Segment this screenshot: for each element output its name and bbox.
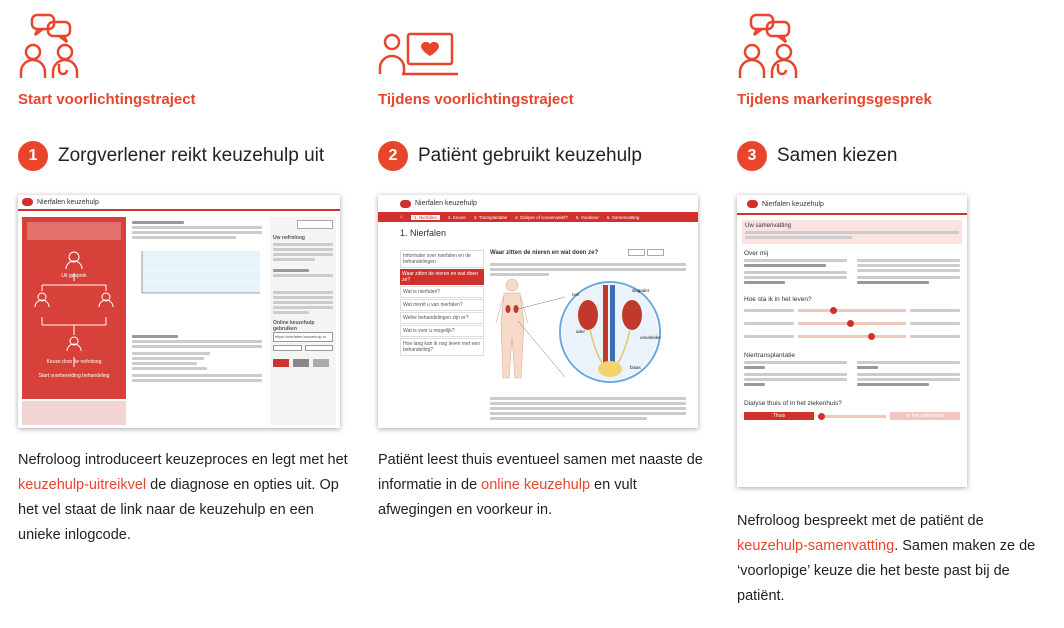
highlight-samenvatting: keuzehulp-samenvatting	[737, 538, 895, 554]
transplant-answers	[744, 359, 960, 388]
kidney-logo-icon	[747, 200, 758, 208]
handout-sheet-thumbnail	[18, 195, 340, 428]
step-column-2	[378, 0, 713, 628]
thumb-brand: Nierfalen keuzehulp	[415, 200, 477, 207]
step-description	[378, 448, 713, 523]
section-menu	[400, 250, 484, 356]
section-levensstijl: Hoe sta ik in het leven?	[744, 296, 812, 303]
label-nier: nier	[572, 292, 580, 297]
label-urineleider: urineleider	[640, 335, 662, 340]
step-heading	[737, 141, 897, 171]
thumb-header	[18, 195, 340, 209]
description-text: Nefroloog bespreekt met de patiënt de	[737, 513, 984, 529]
summary-thumbnail	[737, 195, 967, 487]
description-text: Nefroloog introduceert keuzeproces en legt met het	[18, 452, 348, 468]
menu-item[interactable]: Wat is voor u mogelijk?	[400, 325, 484, 337]
label-slagader: slagader	[632, 288, 650, 293]
online-keuzehulp-thumbnail	[378, 195, 698, 428]
about-me-answers	[744, 257, 960, 286]
tab-keuze[interactable]: 2. Keuze	[448, 214, 466, 220]
step-description	[18, 448, 353, 548]
step-label: Patiënt gebruikt keuzehulp	[418, 145, 642, 166]
kidney-logo-icon	[22, 198, 33, 206]
label-blaas: blaas	[630, 365, 641, 370]
thumb-header	[737, 195, 967, 213]
section-dialyse: Dialyse thuis of in het ziekenhuis?	[744, 400, 842, 407]
step-heading	[18, 141, 324, 171]
summary-title: Uw samenvatting	[745, 223, 792, 229]
life-slider-2	[744, 320, 960, 327]
tab-bar	[378, 212, 698, 222]
step-description	[737, 509, 1057, 609]
summary-box	[742, 220, 962, 244]
life-slider-3	[744, 333, 960, 340]
highlight-online-keuzehulp: online keuzehulp	[481, 477, 591, 493]
edit-button[interactable]	[628, 249, 645, 256]
thumb-divider	[737, 213, 967, 215]
menu-item[interactable]: Hoe lang kan ik nog leven met een behandeling?	[400, 338, 484, 356]
button-ziekenhuis[interactable]: In het ziekenhuis	[890, 412, 960, 420]
article-body	[490, 395, 686, 422]
step-heading	[378, 141, 642, 171]
flow-step-3: Start voorbereiding behandeling	[38, 373, 110, 379]
stage-title: Tijdens markeringsgesprek	[737, 91, 932, 108]
step-column-1	[18, 0, 353, 628]
thumb-brand: Nierfalen keuzehulp	[37, 198, 99, 206]
dialysis-choice	[744, 412, 960, 420]
tab-nierfalen[interactable]: 1. Nierfalen	[411, 215, 440, 220]
tab-transplantatie[interactable]: 3. Transplantatie	[473, 214, 508, 220]
step-column-3	[737, 0, 1057, 628]
menu-item[interactable]: Informatie over nierfalen en de behandelingen	[400, 250, 484, 268]
thumb-brand: Nierfalen keuzehulp	[762, 200, 824, 208]
description-text: Patiënt leest thuis eventueel samen met naaste de informatie in de	[378, 452, 703, 493]
article-title: Waar zitten de nieren en wat doen ze?	[490, 250, 599, 256]
description-text-end: . Samen maken ze de ‘voorlopige’ keuze die het beste past bij de patiënt.	[737, 538, 1036, 604]
sidebar-nefroloog-title: Uw nefroloog	[273, 235, 305, 241]
stage-title: Start voorlichtingstraject	[18, 91, 196, 108]
kidney-logo-icon	[400, 200, 411, 208]
step-label: Zorgverlener reikt keuzehulp uit	[58, 145, 325, 166]
print-button[interactable]	[647, 249, 664, 256]
flow-step-2: Keuze door de nefroloog	[46, 359, 102, 365]
two-people-talking-icon	[737, 12, 807, 80]
kidney-function-chart	[132, 247, 262, 301]
section-niertransplantatie: Niertransplantatie	[744, 352, 795, 359]
two-people-talking-icon	[18, 12, 88, 80]
flow-step-1: Uit gesprek	[61, 273, 87, 279]
step-number-badge: 1	[18, 141, 48, 171]
button-thuis[interactable]: Thuis	[744, 412, 814, 420]
thumb-divider	[18, 209, 340, 211]
menu-item-active[interactable]: Waar zitten de nieren en wat doen ze?	[400, 269, 484, 285]
page-title: 1. Nierfalen	[400, 228, 447, 238]
tab-samenvatting[interactable]: 6. Samenvatting	[606, 214, 640, 220]
article-text	[490, 261, 686, 278]
menu-item[interactable]: Wat is nierfalen?	[400, 286, 484, 298]
highlight-uitreikvel: keuzehulp-uitreikvel	[18, 477, 147, 493]
section-over-mij: Over mij	[744, 250, 769, 257]
keuzehulp-url: https://nierfalen.keuzehulp.nl	[273, 332, 333, 342]
menu-item[interactable]: Welke behandelingen zijn er?	[400, 312, 484, 324]
article-actions	[628, 249, 664, 256]
step-label: Samen kiezen	[777, 145, 898, 166]
tab-dialyse[interactable]: 4. Dialyse of conservatief?	[515, 214, 568, 220]
kidney-anatomy-illustration	[490, 277, 690, 387]
menu-item[interactable]: Wat merkt u van nierfalen?	[400, 299, 484, 311]
life-slider-1	[744, 307, 960, 314]
flow-panel	[22, 217, 126, 399]
thumb-sidebar	[270, 217, 336, 425]
options-text	[132, 333, 262, 384]
thumb-header	[378, 195, 698, 212]
description-text-end: de diagnose en opties uit. Op het vel staat de link naar de keuzehulp en een unieke inlogcode.	[18, 477, 339, 543]
label-ader: ader	[576, 329, 586, 334]
step-number-badge: 2	[378, 141, 408, 171]
tab-voorkeur[interactable]: 5. Voorkeur	[575, 214, 599, 220]
person-at-laptop-icon	[378, 12, 460, 80]
description-text-end: en vult afwegingen en voorkeur in.	[378, 477, 637, 518]
step-number-badge: 3	[737, 141, 767, 171]
situation-text	[132, 219, 262, 241]
tab-home-icon[interactable]: ⌂	[400, 214, 404, 220]
stage-title: Tijdens voorlichtingstraject	[378, 91, 574, 108]
online-keuzehulp-label: Online keuzehulp gebruiken	[273, 320, 315, 332]
flow-diagram	[22, 245, 126, 395]
